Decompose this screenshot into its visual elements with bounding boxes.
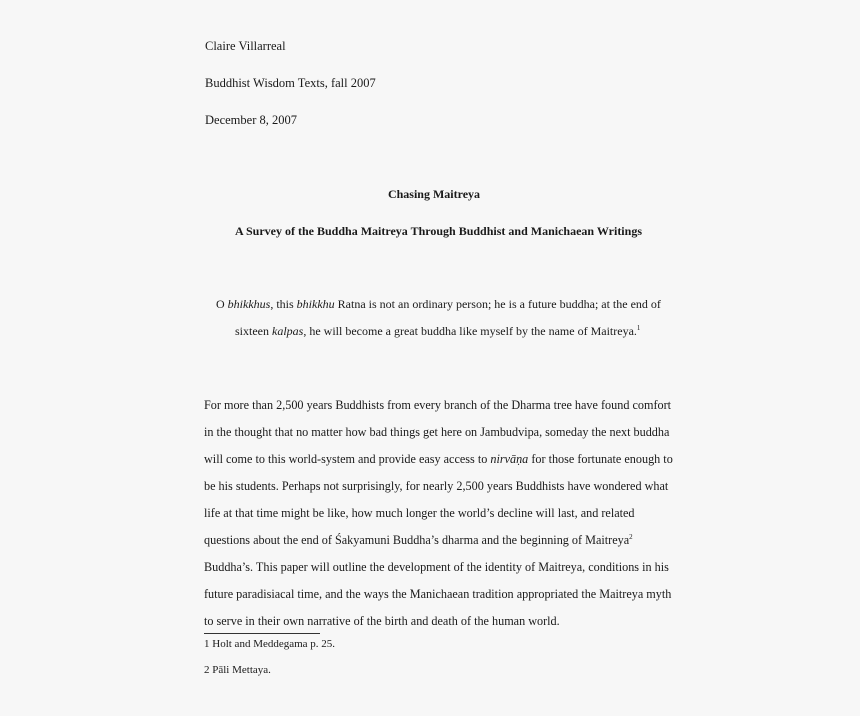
footnote-1: 1 Holt and Meddegama p. 25. — [204, 638, 336, 650]
paper-subtitle: A Survey of the Buddha Maitreya Through Buddhist and Manichaean Writings — [235, 224, 642, 238]
body-line: to serve in their own narrative of the birth and death of the human world. — [204, 614, 560, 628]
body-line: future paradisiacal time, and the ways the Manichaean tradition appropriated the Maitreya myth — [204, 587, 672, 601]
body-line: questions about the end of Śakyamuni Buddha’s dharma and the beginning of Maitreya$^2$ — [204, 533, 633, 547]
body-line: For more than 2,500 years Buddhists from every branch of the Dharma tree have found comfort — [204, 398, 672, 412]
epigraph-line-1: O bhikkhus, this bhikkhu Ratna is not an ordinary person; he is a future buddha; at the end of — [216, 297, 661, 311]
footnote-2: 2 Pāli Mettaya. — [204, 664, 271, 676]
paper-date: December 8, 2007 — [205, 113, 297, 127]
footnote-separator — [204, 633, 320, 634]
body-line: Buddha’s. This paper will outline the development of the identity of Maitreya, conditions in his — [204, 560, 669, 574]
footnote-ref-1[interactable]: 1 — [636, 324, 641, 332]
body-line: be his students. Perhaps not surprisingly, for nearly 2,500 years Buddhists have wondered what — [204, 479, 669, 493]
footnote-ref-2[interactable]: 2 — [629, 533, 633, 541]
body-line: will come to this world-system and provide easy access to nirvāṇa for those fortunate enough to — [204, 452, 673, 466]
author-name: Claire Villarreal — [205, 39, 286, 53]
epigraph-line-2: sixteen kalpas, he will become a great buddha like myself by the name of Maitreya.$^1$ — [235, 324, 641, 338]
course-name: Buddhist Wisdom Texts, fall 2007 — [205, 76, 376, 90]
paper-title: Chasing Maitreya — [387, 187, 481, 201]
body-line: life at that time might be like, how much longer the world’s decline will last, and related — [204, 506, 635, 520]
body-line: in the thought that no matter how bad things get here on Jambudvipa, someday the next buddha — [204, 425, 670, 439]
